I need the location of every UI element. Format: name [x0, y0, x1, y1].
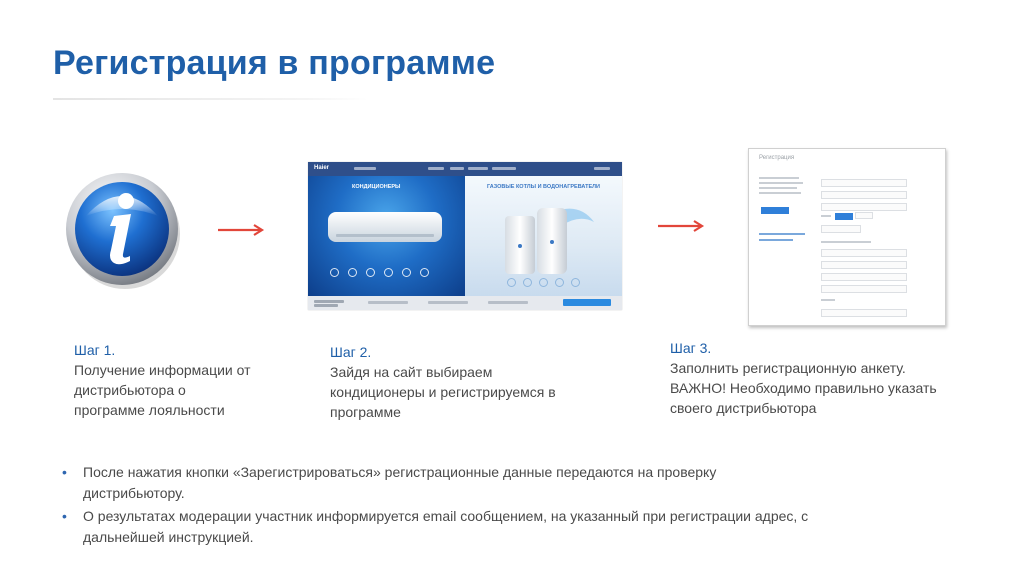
banner-heading-right: ГАЗОВЫЕ КОТЛЫ И ВОДОНАГРЕВАТЕЛИ	[487, 184, 600, 190]
step-3	[670, 338, 937, 418]
list-item-line: О результатах модерации участник информируется email сообщением, на указанный при регистрации адрес, с	[83, 508, 809, 524]
form-title: Регистрация	[759, 155, 795, 161]
step-1	[74, 340, 251, 420]
step-3-line: своего дистрибьютора	[670, 400, 817, 416]
step-1-line: программе лояльности	[74, 402, 225, 418]
notes-list	[62, 462, 962, 548]
slide-title: Регистрация в программе	[53, 44, 496, 82]
air-conditioner-image	[326, 210, 444, 246]
step-2-line: кондиционеры и регистрируемся в	[330, 384, 556, 400]
step-1-heading: Шаг 1.	[74, 342, 116, 358]
website-screenshot	[308, 162, 622, 310]
info-icon	[64, 168, 182, 292]
step-1-line: Получение информации от	[74, 362, 251, 378]
site-navbar	[308, 162, 622, 176]
step-3-line: ВАЖНО! Необходимо правильно указать	[670, 380, 937, 396]
step-2	[330, 342, 556, 422]
boilers-banner	[465, 176, 622, 296]
air-conditioners-banner	[308, 176, 465, 296]
bullet-icon: •	[62, 508, 67, 524]
step-3-line: Заполнить регистрационную анкету.	[670, 360, 906, 376]
list-item-line: дистрибьютору.	[83, 485, 185, 501]
banner-heading-left: КОНДИЦИОНЕРЫ	[352, 184, 401, 190]
list-item	[62, 462, 962, 504]
site-register-button	[563, 299, 611, 306]
list-item-line: После нажатия кнопки «Зарегистрироваться» регистрационные данные передаются на проверку	[83, 464, 717, 480]
step-2-line: Зайдя на сайт выбираем	[330, 364, 493, 380]
water-heater-image	[499, 202, 599, 282]
title-underline	[53, 98, 368, 100]
list-item	[62, 506, 962, 548]
site-logo: Haier	[314, 165, 330, 171]
arrow-right-icon	[658, 220, 706, 232]
step-3-heading: Шаг 3.	[670, 340, 712, 356]
registration-form-screenshot	[748, 148, 946, 326]
step-1-line: дистрибьютора о	[74, 382, 186, 398]
step-2-line: программе	[330, 404, 401, 420]
arrow-right-icon	[218, 224, 266, 236]
bullet-icon: •	[62, 464, 67, 480]
list-item-line: дальнейшей инструкцией.	[83, 529, 254, 545]
step-2-heading: Шаг 2.	[330, 344, 372, 360]
